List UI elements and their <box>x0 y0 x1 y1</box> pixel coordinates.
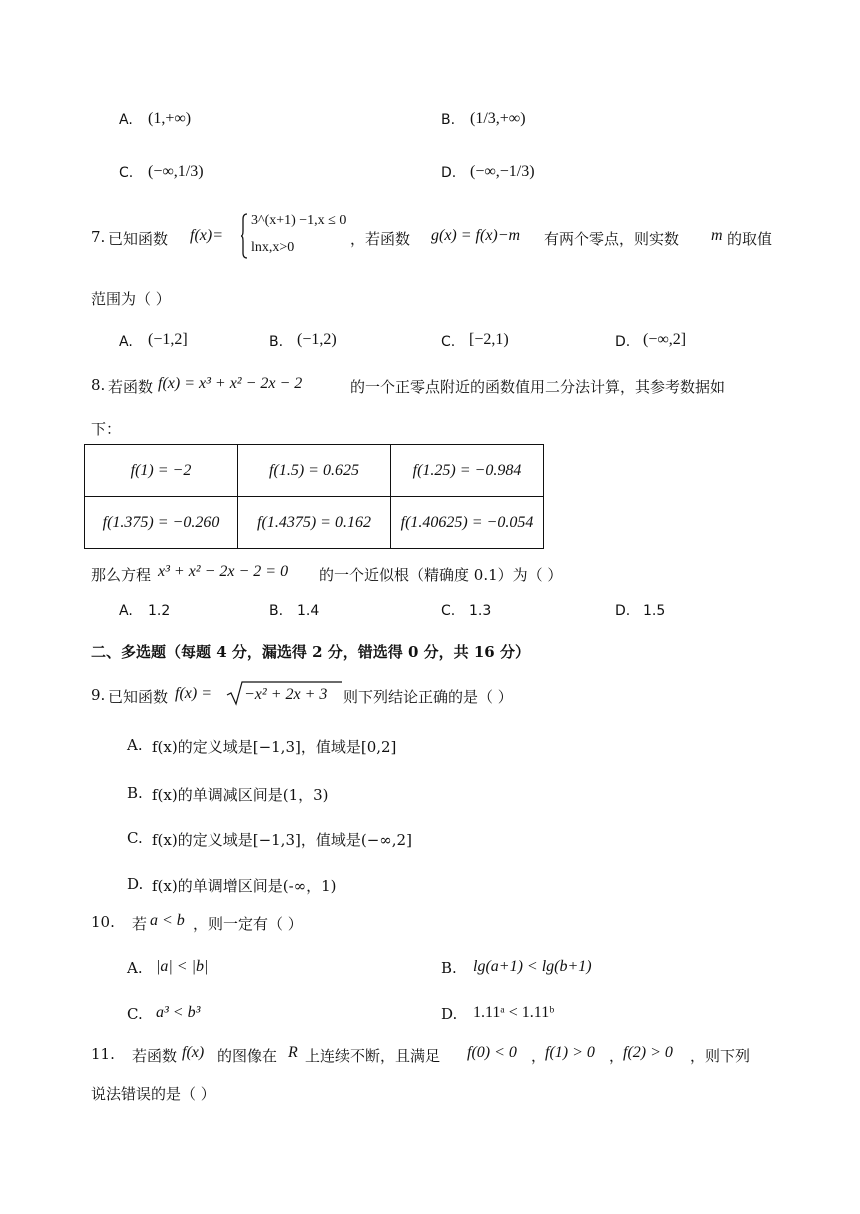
q11-R: R <box>288 1044 298 1061</box>
q11-number: 11. <box>91 1045 115 1063</box>
q11-sep-2: ， <box>609 1047 625 1065</box>
q9-number: 9. <box>91 686 106 704</box>
q9-option-b: f(x)的单调减区间是(1，3) <box>152 786 329 804</box>
q7-m: m <box>711 227 723 244</box>
q10-number: 10. <box>91 913 115 931</box>
q9-option-c: f(x)的定义域是[−1,3]，值域是(−∞,2] <box>152 831 412 849</box>
q11-sep-1: ， <box>531 1047 547 1065</box>
q8-after-pre: 那么方程 <box>91 566 152 584</box>
table-cell: f(1.4375) = 0.162 <box>238 497 391 549</box>
q8-option-a-label: A. <box>119 603 133 619</box>
q7-text-mid: ，若函数 <box>350 230 411 248</box>
q8-option-c: 1.3 <box>469 603 492 619</box>
table-cell: f(1.40625) = −0.054 <box>391 497 544 549</box>
q7-number: 7. <box>91 228 106 246</box>
q8-option-a: 1.2 <box>148 603 171 619</box>
q11-text-mid: 的图像在 <box>217 1047 278 1065</box>
q9-option-d: f(x)的单调增区间是(-∞，1) <box>152 877 337 895</box>
q8-text-pre: 若函数 <box>108 378 154 396</box>
table-cell: f(1.25) = −0.984 <box>391 445 544 497</box>
q6-option-a-label: A. <box>119 112 133 128</box>
q6-option-b-label: B. <box>441 112 456 128</box>
q11-condition-1: f(0) < 0 <box>467 1044 517 1061</box>
q9-option-b-label: B. <box>127 784 143 802</box>
table-cell: f(1.375) = −0.260 <box>85 497 238 549</box>
q10-option-c-label: C. <box>127 1005 143 1023</box>
q7-brace <box>241 213 248 259</box>
q10-option-a-label: A. <box>127 959 143 977</box>
q11-text-line2: 说法错误的是（ ） <box>91 1085 216 1103</box>
values-table <box>84 444 544 549</box>
q10-text-pre: 若 <box>132 915 148 933</box>
q6-option-d: (−∞,−1/3) <box>470 163 535 180</box>
q7-option-b: (−1,2) <box>297 331 337 348</box>
q7-option-c: [−2,1) <box>469 331 509 348</box>
q10-option-d: 1.11ᵃ < 1.11ᵇ <box>473 1004 555 1021</box>
q8-option-d-label: D. <box>615 603 631 619</box>
q10-option-d-label: D. <box>441 1005 458 1023</box>
q11-text-mid2: 上连续不断，且满足 <box>305 1047 441 1065</box>
table-row <box>85 497 544 549</box>
q8-text-post: 的一个正零点附近的函数值用二分法计算，其参考数据如 <box>350 378 726 396</box>
q11-fx: f(x) <box>182 1044 205 1061</box>
q7-option-b-label: B. <box>269 334 284 350</box>
q10-option-c: a³ < b³ <box>156 1004 201 1021</box>
q8-option-d: 1.5 <box>643 603 666 619</box>
q6-option-a: (1,+∞) <box>148 110 192 127</box>
q7-text-pre: 已知函数 <box>108 230 169 248</box>
q9-radicand: −x² + 2x + 3 <box>244 686 328 703</box>
q10-text-post: ，则一定有（ ） <box>193 915 303 933</box>
q8-option-c-label: C. <box>441 603 456 619</box>
q8-after-post: 的一个近似根（精确度 0.1）为（ ） <box>319 566 563 584</box>
q9-option-a-label: A. <box>127 736 143 754</box>
q9-text-post: 则下列结论正确的是（ ） <box>343 688 513 706</box>
section-heading: 二、多选题（每题 4 分，漏选得 2 分，错选得 0 分，共 16 分） <box>91 643 530 661</box>
q7-option-d: (−∞,2] <box>643 331 687 348</box>
q7-option-a: (−1,2] <box>148 331 188 348</box>
q8-after-equation: x³ + x² − 2x − 2 = 0 <box>158 563 289 580</box>
q9-fx: f(x) = <box>175 685 212 702</box>
q9-text-pre: 已知函数 <box>108 688 169 706</box>
q7-text-line2: 范围为（ ） <box>91 290 171 308</box>
q11-text-tail: ，则下列 <box>690 1047 751 1065</box>
q9-option-c-label: C. <box>127 829 143 847</box>
q7-text-tail: 的取值 <box>727 230 773 248</box>
q11-condition-2: f(1) > 0 <box>545 1044 595 1061</box>
q9-option-a: f(x)的定义域是[−1,3]，值域是[0,2] <box>152 738 397 756</box>
q8-option-b-label: B. <box>269 603 284 619</box>
q8-option-b: 1.4 <box>297 603 320 619</box>
q10-condition: a < b <box>150 912 185 929</box>
table-row <box>85 445 544 497</box>
q10-option-a: |a| < |b| <box>156 958 209 975</box>
q7-option-c-label: C. <box>441 334 456 350</box>
q6-option-b: (1/3,+∞) <box>470 110 526 127</box>
q7-text-post: 有两个零点，则实数 <box>544 230 680 248</box>
table-cell: f(1) = −2 <box>85 445 238 497</box>
q8-number: 8. <box>91 376 106 394</box>
q7-fx: f(x)= <box>190 227 223 244</box>
q7-option-d-label: D. <box>615 334 631 350</box>
q6-option-c: (−∞,1/3) <box>148 163 204 180</box>
q6-option-d-label: D. <box>441 165 457 181</box>
q9-option-d-label: D. <box>127 875 144 893</box>
q10-option-b-label: B. <box>441 959 457 977</box>
q7-case-2: lnx,x>0 <box>251 240 295 255</box>
q10-option-b: lg(a+1) < lg(b+1) <box>473 958 592 975</box>
q7-case-1: 3^(x+1) −1,x ≤ 0 <box>251 213 347 228</box>
table-cell: f(1.5) = 0.625 <box>238 445 391 497</box>
q7-gx: g(x) = f(x)−m <box>431 227 521 244</box>
q8-function: f(x) = x³ + x² − 2x − 2 <box>158 375 303 392</box>
q11-text-pre: 若函数 <box>132 1047 178 1065</box>
q6-option-c-label: C. <box>119 165 134 181</box>
q11-condition-3: f(2) > 0 <box>623 1044 673 1061</box>
q7-option-a-label: A. <box>119 334 133 350</box>
q8-text-line2: 下： <box>91 420 122 438</box>
